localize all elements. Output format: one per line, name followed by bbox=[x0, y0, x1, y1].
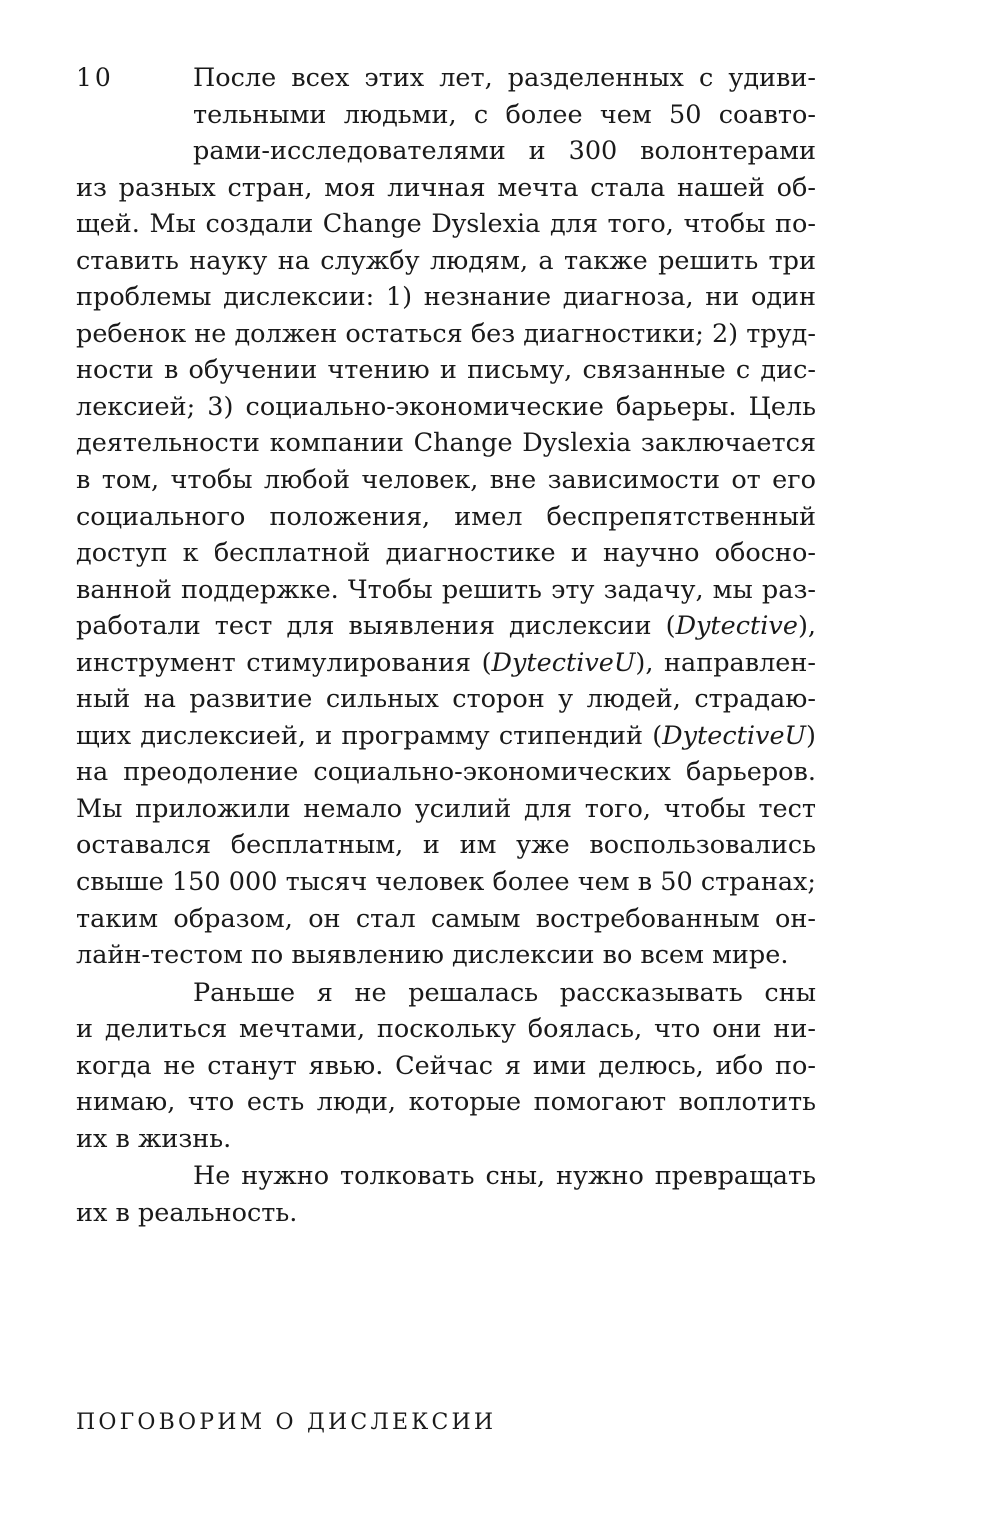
text-line: их в жизнь. bbox=[76, 1123, 232, 1154]
text-line bbox=[76, 608, 816, 645]
text-line: ставить науку на службу людям, а также решить три bbox=[76, 245, 816, 276]
text-line: тельными людьми, с более чем 50 соавто- bbox=[193, 99, 816, 130]
line-text: щих дислексией, и программу стипендий ( bbox=[76, 720, 663, 751]
text-line: проблемы дислексии: 1) незнание диагноза, ни один bbox=[76, 282, 816, 313]
line-text: ), направлен- bbox=[635, 647, 816, 678]
body-text bbox=[76, 60, 816, 1232]
text-line bbox=[76, 645, 816, 682]
text-line: свыше 150 000 тысяч человек более чем в 50 странах; bbox=[76, 867, 816, 898]
text-line: оставался бесплатным, и им уже воспользовались bbox=[76, 830, 816, 861]
text-line: когда не станут явью. Сейчас я ими делюсь, ибо по- bbox=[76, 1050, 816, 1081]
text-line: Мы приложили немало усилий для того, чтобы тест bbox=[76, 793, 816, 824]
text-line: их в реальность. bbox=[76, 1197, 298, 1228]
text-line: социального положения, имел беспрепятственный bbox=[76, 501, 816, 532]
text-line: ности в обучении чтению и письму, связанные с дис- bbox=[76, 355, 816, 386]
text-line: ванной поддержке. Чтобы решить эту задачу, мы раз- bbox=[76, 574, 816, 605]
text-line: щей. Мы создали Change Dyslexia для того, чтобы по- bbox=[76, 209, 816, 240]
text-line: ребенок не должен остаться без диагностики; 2) труд- bbox=[76, 318, 816, 349]
line-text: работали тест для выявления дислексии ( bbox=[76, 611, 676, 642]
italic-term: DytectiveU bbox=[491, 647, 636, 678]
text-line: и делиться мечтами, поскольку боялась, что они ни- bbox=[76, 1014, 816, 1045]
text-line: ный на развитие сильных сторон у людей, страдаю- bbox=[76, 684, 816, 715]
text-line: рами-исследователями и 300 волонтерами bbox=[193, 136, 816, 167]
line-text: инструмент стимулирования ( bbox=[76, 647, 492, 678]
text-line: лексией; 3) социально-экономические барьеры. Цель bbox=[76, 391, 816, 422]
line-text: ) bbox=[806, 720, 816, 751]
text-line: в том, чтобы любой человек, вне зависимости от его bbox=[76, 465, 816, 496]
text-line: нимаю, что есть люди, которые помогают воплотить bbox=[76, 1087, 816, 1118]
text-line: доступ к бесплатной диагностике и научно обосно- bbox=[76, 538, 816, 569]
text-line: на преодоление социально-экономических барьеров. bbox=[76, 757, 816, 788]
line-text: ), bbox=[797, 611, 816, 642]
running-footer: ПОГОВОРИМ О ДИСЛЕКСИИ bbox=[76, 1410, 497, 1435]
text-line bbox=[76, 718, 816, 755]
page-number: 10 bbox=[76, 63, 114, 92]
text-line: из разных стран, моя личная мечта стала нашей об- bbox=[76, 172, 816, 203]
text-line: Не нужно толковать сны, нужно превращать bbox=[193, 1161, 816, 1192]
text-line: Раньше я не решалась рассказывать сны bbox=[193, 977, 816, 1008]
text-line: таким образом, он стал самым востребованным он- bbox=[76, 903, 816, 934]
text-line: После всех этих лет, разделенных с удиви- bbox=[193, 63, 816, 93]
text-line: лайн-тестом по выявлению дислексии во всем мире. bbox=[76, 940, 789, 971]
text-line: деятельности компании Change Dyslexia заключается bbox=[76, 428, 816, 459]
italic-term: Dytective bbox=[675, 611, 798, 642]
italic-term: DytectiveU bbox=[662, 720, 807, 751]
